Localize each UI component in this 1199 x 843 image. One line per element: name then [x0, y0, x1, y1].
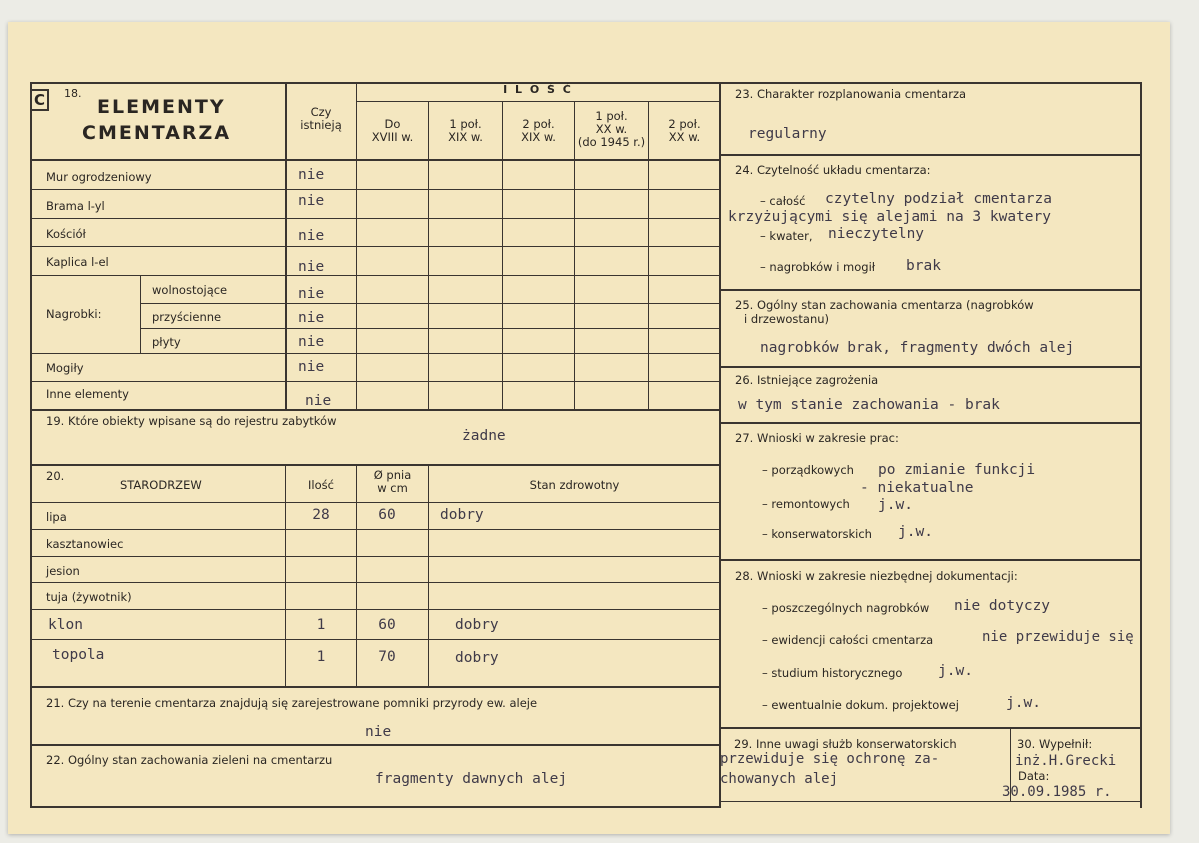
- q28-d-label: – ewentualnie dokum. projektowej: [762, 698, 959, 712]
- q29-answer-line1: przewiduje się ochronę za-: [720, 751, 940, 767]
- q20-diam-header: Ø pnia w cm: [373, 468, 412, 496]
- q20-count-header: Ilość: [308, 478, 334, 492]
- row-nagrobki-label: Nagrobki:: [46, 307, 102, 321]
- section-18-number: 18.: [64, 87, 82, 100]
- row-inne-value: nie: [305, 393, 332, 409]
- tree-lipa-diam: 60: [378, 507, 396, 523]
- q28-label: 28. Wnioski w zakresie niezbędnej dokumentacji:: [735, 569, 1018, 583]
- q29-label: 29. Inne uwagi służb konserwatorskich: [734, 737, 957, 751]
- section-18-title-line2: CMENTARZA: [82, 122, 232, 144]
- q27-label: 27. Wnioski w zakresie prac:: [735, 431, 899, 445]
- q27-konserw-answer: j.w.: [898, 524, 933, 540]
- tree-topola-diam: 70: [378, 649, 396, 665]
- q27-porzadkowe-answer: po zmianie funkcji: [878, 462, 1036, 478]
- q30-label: 30. Wypełnił:: [1017, 737, 1093, 751]
- q27-konserw-label: – konserwatorskich: [762, 527, 872, 541]
- tree-klon-health: dobry: [455, 617, 499, 633]
- q28-b-label: – ewidencji całości cmentarza: [762, 633, 934, 647]
- period-header-2: 1 poł. XIX w.: [448, 117, 483, 145]
- q24-kwater-label: – kwater,: [760, 229, 813, 243]
- q19-label: 19. Które obiekty wpisane są do rejestru zabytków: [46, 414, 337, 428]
- row-plyty-label: płyty: [152, 335, 181, 349]
- q28-d-answer: j.w.: [1006, 695, 1041, 711]
- q24-label: 24. Czytelność układu cmentarza:: [735, 163, 931, 177]
- q21-label: 21. Czy na terenie cmentarza znajdują się zarejestrowane pomniki przyrody ew. aleje: [46, 696, 538, 710]
- row-przyscienne-label: przyścienne: [152, 310, 222, 324]
- q24-calosc-answer-line2: krzyżującymi się alejami na 3 kwatery: [728, 209, 1052, 225]
- col-exists-header: Czy istnieją: [300, 105, 342, 133]
- q22-answer: fragmenty dawnych alej: [375, 771, 568, 787]
- q30-date: 30.09.1985 r.: [1002, 784, 1112, 800]
- q28-c-label: – studium historycznego: [762, 666, 903, 680]
- period-header-4: 1 poł. XX w. (do 1945 r.): [577, 109, 646, 150]
- tree-jesion-name: jesion: [46, 564, 80, 578]
- row-mur-value: nie: [298, 167, 325, 183]
- form-frame: [30, 82, 1142, 808]
- q27-porzadkowe-label: – porządkowych: [762, 463, 854, 477]
- q24-nagrobkow-label: – nagrobków i mogił: [760, 260, 876, 274]
- row-plyty-value: nie: [298, 334, 325, 350]
- q28-a-answer: nie dotyczy: [954, 598, 1051, 614]
- q25-label-line1: 25. Ogólny stan zachowania cmentarza (nagrobków: [735, 298, 1034, 312]
- tree-klon-count: 1: [316, 617, 326, 633]
- q19-answer: żadne: [462, 428, 506, 444]
- tree-topola-name: topola: [52, 647, 105, 663]
- tree-topola-count: 1: [316, 649, 326, 665]
- period-header-3: 2 poł. XIX w.: [521, 117, 556, 145]
- q23-answer: regularny: [748, 126, 827, 142]
- tree-kasztanowiec-name: kasztanowiec: [46, 537, 124, 551]
- q25-label-line2: i drzewostanu): [744, 312, 830, 326]
- period-header-5: 2 poł. XX w.: [668, 117, 701, 145]
- tree-lipa-name: lipa: [46, 510, 67, 524]
- q20-number: 20.: [46, 469, 65, 483]
- q24-kwater-answer: nieczytelny: [828, 226, 925, 242]
- tree-topola-health: dobry: [455, 650, 499, 666]
- q24-calosc-label: – całość: [760, 194, 806, 208]
- q27-remontowe-label: – remontowych: [762, 497, 850, 511]
- row-mur-label: Mur ogrodzeniowy: [46, 170, 152, 184]
- row-brama-value: nie: [298, 193, 325, 209]
- row-inne-label: Inne elementy: [46, 387, 129, 401]
- q24-nagrobkow-answer: brak: [906, 258, 941, 274]
- q20-title: STARODRZEW: [120, 478, 202, 492]
- q26-answer: w tym stanie zachowania - brak: [738, 397, 1000, 413]
- row-wolnostojace-label: wolnostojące: [152, 283, 228, 297]
- q27-remontowe-answer: j.w.: [878, 497, 913, 513]
- tree-lipa-health: dobry: [440, 507, 484, 523]
- section-letter-badge: C: [30, 89, 49, 111]
- ilosc-header: I L O Ś Ć: [503, 83, 573, 96]
- tree-klon-name: klon: [48, 617, 83, 633]
- q21-answer: nie: [365, 724, 392, 740]
- row-przyscienne-value: nie: [298, 310, 325, 326]
- period-header-1: Do XVIII w.: [371, 117, 414, 145]
- row-wolnostojace-value: nie: [298, 286, 325, 302]
- q22-label: 22. Ogólny stan zachowania zieleni na cmentarzu: [46, 753, 333, 767]
- q24-calosc-answer: czytelny podział cmentarza: [825, 191, 1052, 207]
- row-mogily-value: nie: [298, 359, 325, 375]
- q20-health-header: Stan zdrowotny: [529, 478, 620, 492]
- q26-label: 26. Istniejące zagrożenia: [735, 373, 879, 387]
- q25-answer: nagrobków brak, fragmenty dwóch alej: [760, 340, 1075, 356]
- q29-answer-line2: chowanych alej: [720, 771, 839, 787]
- row-kosciol-value: nie: [298, 228, 325, 244]
- q23-label: 23. Charakter rozplanowania cmentarza: [735, 87, 967, 101]
- q30-name: inż.H.Grecki: [1015, 753, 1117, 769]
- tree-tuja-name: tuja (żywotnik): [46, 590, 132, 604]
- q27-porzadkowe-answer-line2: - niekatualne: [860, 480, 974, 496]
- tree-lipa-count: 28: [312, 507, 330, 523]
- section-18-title-line1: ELEMENTY: [97, 96, 226, 118]
- row-brama-label: Brama l-yl: [46, 199, 105, 213]
- row-kaplica-value: nie: [298, 259, 325, 275]
- tree-klon-diam: 60: [378, 617, 396, 633]
- q28-c-answer: j.w.: [938, 663, 973, 679]
- q30-date-label: Data:: [1018, 769, 1050, 783]
- row-mogily-label: Mogiły: [46, 361, 84, 375]
- q28-b-answer: nie przewiduje się: [982, 629, 1134, 645]
- row-kosciol-label: Kościół: [46, 227, 86, 241]
- row-kaplica-label: Kaplica l-el: [46, 255, 109, 269]
- q28-a-label: – poszczególnych nagrobków: [762, 601, 930, 615]
